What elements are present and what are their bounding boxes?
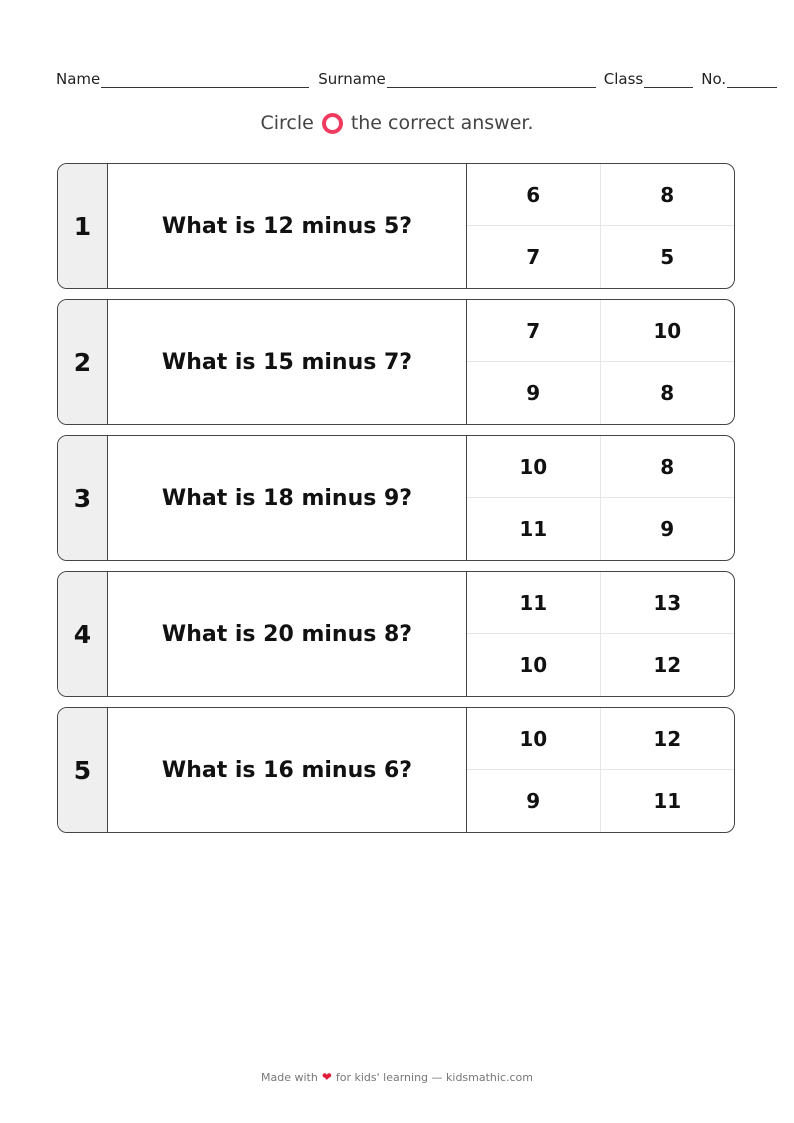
question-text: What is 20 minus 8? xyxy=(108,572,467,696)
class-field[interactable] xyxy=(604,70,693,88)
question-card-5 xyxy=(57,707,735,833)
surname-field[interactable] xyxy=(318,70,595,88)
answer-grid xyxy=(467,572,734,696)
class-line[interactable] xyxy=(644,73,693,88)
name-field[interactable] xyxy=(56,70,309,88)
answer-option[interactable]: 8 xyxy=(601,436,735,498)
question-text: What is 18 minus 9? xyxy=(108,436,467,560)
footer-after: for kids' learning — kidsmathic.com xyxy=(335,1071,533,1084)
answer-grid xyxy=(467,436,734,560)
answer-option[interactable]: 11 xyxy=(467,498,601,560)
question-text: What is 15 minus 7? xyxy=(108,300,467,424)
question-text: What is 16 minus 6? xyxy=(108,708,467,832)
instruction-before: Circle xyxy=(260,112,314,134)
answer-option[interactable]: 7 xyxy=(467,300,601,362)
answer-grid xyxy=(467,300,734,424)
answer-option[interactable]: 11 xyxy=(653,789,682,813)
answer-option[interactable]: 10 xyxy=(467,708,601,770)
answer-option[interactable]: 7 xyxy=(467,226,601,288)
answer-option[interactable]: 12 xyxy=(601,708,735,770)
footer-before: Made with xyxy=(260,1071,318,1084)
question-card-3 xyxy=(57,435,735,561)
instruction xyxy=(0,112,794,134)
question-number: 2 xyxy=(58,300,108,424)
answer-option[interactable]: 9 xyxy=(467,770,601,832)
answer-option[interactable]: 9 xyxy=(660,517,675,541)
name-line[interactable] xyxy=(101,73,309,88)
question-number: 4 xyxy=(58,572,108,696)
surname-line[interactable] xyxy=(387,73,596,88)
question-number: 5 xyxy=(58,708,108,832)
answer-option[interactable]: 11 xyxy=(467,572,601,634)
answer-option[interactable]: 8 xyxy=(660,381,675,405)
instruction-after: the correct answer. xyxy=(350,112,534,134)
student-info-header xyxy=(56,68,774,88)
surname-label: Surname xyxy=(318,70,386,88)
number-field[interactable] xyxy=(701,70,777,88)
heart-icon: ❤ xyxy=(321,1070,332,1084)
question-card-4 xyxy=(57,571,735,697)
answer-option[interactable]: 6 xyxy=(467,164,601,226)
answer-grid xyxy=(467,708,734,832)
number-line[interactable] xyxy=(727,73,777,88)
answer-option[interactable]: 10 xyxy=(601,300,735,362)
no-label: No. xyxy=(701,70,727,88)
answer-option[interactable]: 5 xyxy=(660,245,675,269)
question-number: 1 xyxy=(58,164,108,288)
name-label: Name xyxy=(56,70,101,88)
circle-icon xyxy=(322,113,343,134)
answer-option[interactable]: 9 xyxy=(467,362,601,424)
answer-option[interactable]: 12 xyxy=(653,653,682,677)
question-number: 3 xyxy=(58,436,108,560)
question-card-2 xyxy=(57,299,735,425)
answer-option[interactable]: 10 xyxy=(467,436,601,498)
answer-option[interactable]: 8 xyxy=(601,164,735,226)
question-text: What is 12 minus 5? xyxy=(108,164,467,288)
question-card-1 xyxy=(57,163,735,289)
answer-option[interactable]: 10 xyxy=(467,634,601,696)
answer-grid xyxy=(467,164,734,288)
footer xyxy=(0,1070,794,1084)
class-label: Class xyxy=(603,70,644,88)
answer-option[interactable]: 13 xyxy=(601,572,735,634)
